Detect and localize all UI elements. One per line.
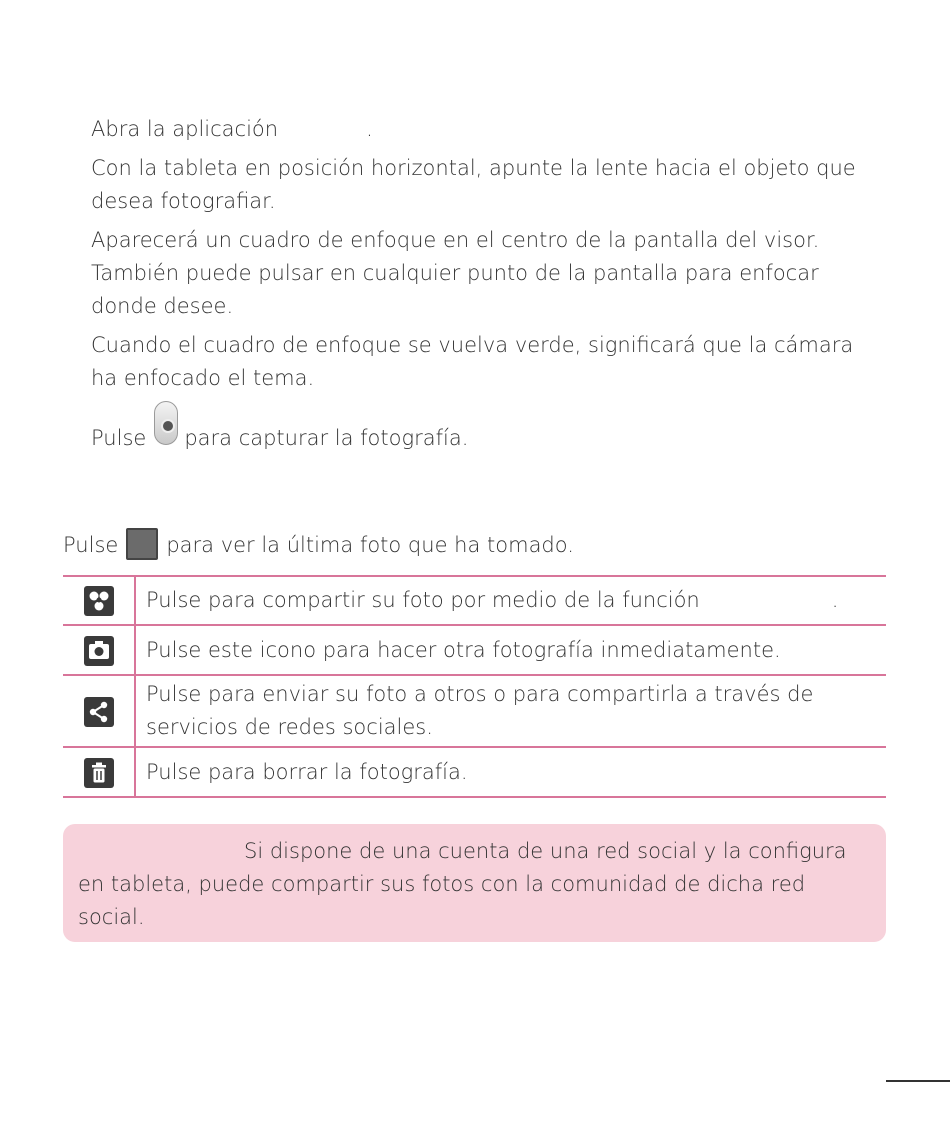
intro-text: Pulse	[63, 533, 119, 557]
step-5-text: Pulse	[91, 426, 147, 450]
camera-icon	[84, 636, 114, 666]
gallery-intro	[63, 528, 883, 562]
note-text: Si dispone de una cuenta de una red social y la configura en tableta, puede compartir sus fotos con la comunidad de dicha red social.	[78, 839, 847, 929]
step-5	[91, 401, 881, 455]
gallery-thumbnail-icon	[126, 528, 158, 560]
note-box	[63, 824, 886, 942]
step-3: Aparecerá un cuadro de enfoque en el centro de la pantalla del visor. También puede pulsar en cualquier punto de la pantalla para enfocar donde desee.	[91, 228, 820, 318]
row-2-text: Pulse este icono para hacer otra fotografía inmediatamente.	[135, 625, 886, 675]
intro-suffix: para ver la última foto que ha tomado.	[166, 533, 574, 557]
row-3-text: Pulse para enviar su foto a otros o para compartirla a través de servicios de redes sociales.	[135, 675, 886, 747]
step-1-text: Abra la aplicación	[91, 117, 279, 141]
steps-list	[91, 113, 881, 461]
step-4: Cuando el cuadro de enfoque se vuelva verde, significará que la cámara ha enfocado el tema.	[91, 333, 854, 390]
table-row	[63, 576, 886, 625]
step-2: Con la tableta en posición horizontal, apunte la lente hacia el objeto que desea fotografiar.	[91, 156, 856, 213]
trash-icon	[84, 758, 114, 788]
shutter-button-icon	[154, 401, 178, 445]
table-row	[63, 747, 886, 797]
row-4-text: Pulse para borrar la fotografía.	[135, 747, 886, 797]
step-1-suffix: .	[366, 117, 373, 141]
page-footer-rule	[886, 1080, 950, 1082]
row-1-text: Pulse para compartir su foto por medio de la función	[146, 588, 700, 612]
table-row	[63, 625, 886, 675]
table-row	[63, 675, 886, 747]
row-1-suffix: .	[831, 588, 839, 612]
step-5-suffix: para capturar la fotografía.	[184, 426, 469, 450]
step-1	[91, 113, 881, 146]
share-icon	[84, 697, 114, 727]
options-table	[63, 575, 886, 798]
share-network-icon	[84, 586, 114, 616]
